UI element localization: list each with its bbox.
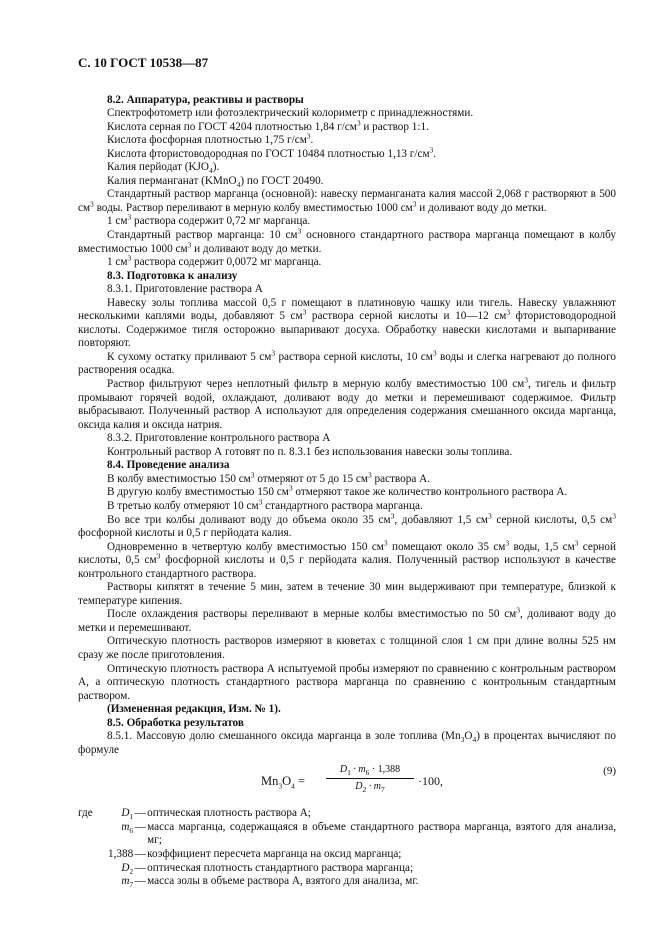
definition-row: где $D_1$ — оптическая плотность раствора А;: [78, 807, 616, 821]
paragraph: Калия перманганат (KMnO$_4$) по ГОСТ 20490.: [107, 174, 324, 190]
paragraph: К сухому остатку приливают 5 $см^3$ раствора серной кислоты, 10 $см^3$ воды и слегка нагревают до полного растворения осадка.: [78, 348, 617, 377]
section-8-4-title: 8.4. Проведение анализа: [107, 459, 230, 472]
paragraph: В третью колбу отмеряют 10 $см^3$ стандартного раствора марганца.: [107, 497, 423, 512]
formula-fraction: [326, 763, 414, 793]
subsection-title: 8.3.1. Приготовление раствора А: [107, 283, 263, 296]
variable-definitions: [78, 807, 616, 888]
paragraph: Кислота фосфорная плотностью 1,75 $г/см^3$.: [107, 131, 314, 147]
paragraph: В колбу вместимостью 150 $см^3$ отмеряют от 5 до 15 $см^3$ раствора А.: [107, 470, 430, 485]
section-8-3-title: 8.3. Подготовка к анализу: [107, 269, 238, 282]
paragraph: Стандартный раствор марганца (основной): навеску перманганата калия массой 2,068 г растворяют в 500 $см^3$ воды. Раствор переливают в мерную колбу вместимостью 1000 $см^3$ и доливают воду до метки.: [78, 188, 616, 214]
paragraph: 8.5.1. Массовую долю смешанного оксида марганца в золе топлива $(Mn_3O_4)$ в процентах вычисляют по формуле: [78, 730, 616, 756]
paragraph: Во все три колбы доливают воду до объема около 35 $см^3$, добавляют 1,5 $см^3$ серной кислоты, 0,5 $см^3$ фосфорной кислоты и 0,5 г перйодата калия.: [78, 510, 616, 540]
paragraph: Оптическую плотность растворов измеряют в кюветах с толщиной слоя 1 см при длине волны 525 нм сразу же после приготовления.: [78, 635, 616, 661]
definition-text: коэффициент пересчета марганца на оксид марганца;: [147, 847, 402, 860]
paragraph: Навеску золы топлива массой 0,5 г помещают в платиновую чашку или тигель. Навеску увлажняют несколькими каплями воды, добавляют 5 $см^3$ раствора серной кислоты и 10—12 $см^3$ фтористоводородной кислоты. Содержимое тигля осторожно выпаривают досуха. Обработку навески кислотами и выпаривание повторяют.: [78, 296, 617, 350]
paragraph: Одновременно в четвертую колбу вместимостью 150 $см^3$ помещают около 35 $см^3$ воды, 1,5 $см^3$ серной кислоты, 0,5 $см^3$ фосфорной кислоты и 0,5 г перйодата калия. Полученный раствор используют в качестве контрольного стандартного раствора.: [78, 537, 616, 580]
paragraph: 1 $см^3$ раствора содержит 0,0072 мг марганца.: [107, 253, 322, 269]
definition-text: масса золы в объеме раствора А, взятого для анализа, мг.: [147, 875, 419, 888]
definition-text: оптическая плотность стандартного раствора марганца;: [147, 861, 414, 874]
paragraph: В другую колбу вместимостью 150 $см^3$ отмеряют такое же количество контрольного раствора А.: [107, 483, 568, 499]
formula-lhs: $Mn_3O_4$ =: [261, 774, 306, 791]
amendment-note: (Измененная редакция, Изм. № 1).: [107, 703, 281, 716]
definition-text: оптическая плотность раствора А;: [147, 807, 311, 820]
definition-row: $m_6$ — масса марганца, содержащаяся в объеме стандартного раствора марганца, взятого для анализа, мг;: [78, 821, 616, 848]
definition-symbol: $m_7$: [121, 875, 134, 890]
formula-tail: ·100,: [418, 774, 443, 789]
definition-row: $m_7$ — масса золы в объеме раствора А, взятого для анализа, мг.: [78, 875, 616, 889]
definition-row: 1,388 — коэффициент пересчета марганца на оксид марганца;: [78, 848, 616, 862]
section-8-5-title: 8.5. Обработка результатов: [107, 716, 244, 729]
definition-symbol: $D_1$: [121, 807, 134, 822]
paragraph: Оптическую плотность раствора А испытуемой пробы измеряют по сравнению с контрольным раствором А, а оптическую плотность стандартного раствора марганца по сравнению с контрольным стандартным раствором.: [78, 662, 616, 702]
paragraph: Раствор фильтруют через неплотный фильтр в мерную колбу вместимостью 100 $см^3$, тигель и фильтр промывают горячей водой, охлаждают, доливают воду до метки и перемешивают содержимое. Фильтр выбрасывают. Полученный раствор А используют для определения содержания смешанного оксида марганца, оксида калия и оксида натрия.: [78, 375, 616, 431]
definition-text: масса марганца, содержащаяся в объеме стандартного раствора марганца, взятого для анализа, мг;: [147, 820, 616, 847]
definition-row: $D_2$ — оптическая плотность стандартного раствора марганца;: [78, 862, 616, 876]
definition-symbol: $m_6$: [121, 820, 134, 836]
paragraph: 1 $см^3$ раствора содержит 0,72 мг марганца.: [107, 212, 311, 228]
paragraph: Спектрофотометр или фотоэлектрический колориметр с принадлежностями.: [107, 107, 474, 120]
paragraph: Калия перйодат $(KJO_4)$.: [107, 161, 220, 176]
paragraph: Контрольный раствор А готовят по п. 8.3.1 без использования навески золы топлива.: [107, 445, 513, 458]
subsection-title: 8.3.2. Приготовление контрольного раствора А: [107, 432, 331, 445]
paragraph: После охлаждения растворы переливают в мерные колбы вместимостью по 50 $см^3$, доливают воду до метки и перемешивают.: [78, 605, 616, 634]
paragraph: Стандартный раствор марганца: 10 $см^3$ основного стандартного раствора марганца помещают в колбу вместимостью 1000 $см^3$ и доливают воду до метки.: [78, 226, 616, 255]
formula-number: (9): [603, 765, 616, 778]
page-header: С. 10 ГОСТ 10538—87: [78, 55, 209, 70]
paragraph: Кислота серная по ГОСТ 4204 плотностью 1,84 $г/см^3$ и раствор 1:1.: [107, 117, 429, 133]
formula-numerator: $D_1 \cdot m_6 \cdot 1,388$: [326, 763, 414, 779]
section-8-2-title: 8.2. Аппаратура, реактивы и растворы: [107, 93, 304, 106]
definition-symbol: 1,388: [108, 847, 134, 860]
definition-symbol: $D_2$: [121, 861, 134, 876]
paragraph: Растворы кипятят в течение 5 мин, затем в течение 30 мин выдерживают при температуре, близкой к температуре кипения.: [78, 581, 616, 607]
formula-denominator: $D_2 \cdot m_7$: [355, 780, 385, 794]
formula-9: [78, 763, 616, 803]
document-page: [78, 56, 616, 889]
paragraph: Кислота фтористоводородная по ГОСТ 10484 плотностью 1,13 $г/см^3$.: [107, 145, 437, 160]
